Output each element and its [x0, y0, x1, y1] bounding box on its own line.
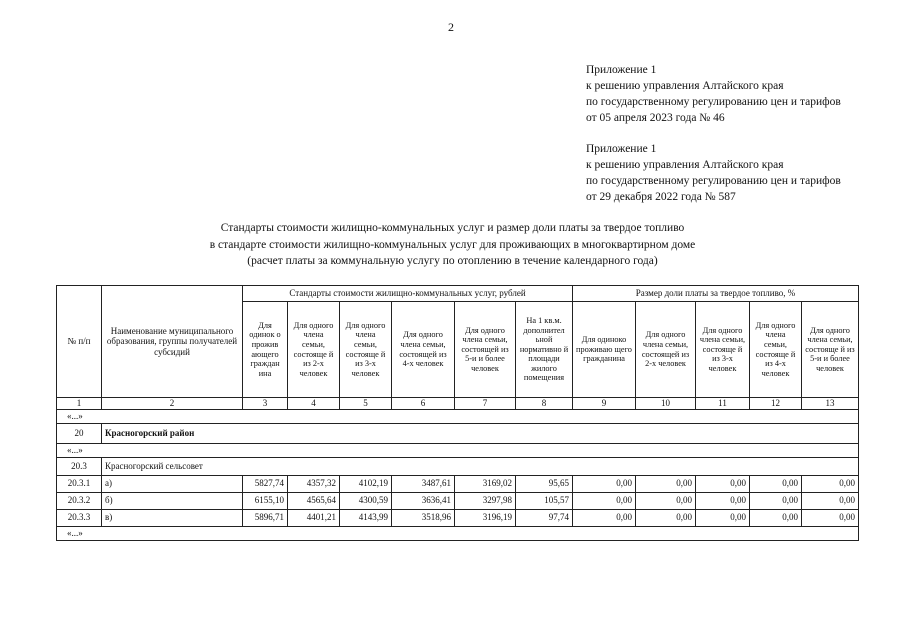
row-num: 20.3.2: [57, 492, 102, 509]
title-line: в стандарте стоимости жилищно-коммунальных услуг для проживающих в многоквартирном доме: [209, 238, 696, 251]
page-number: 2: [448, 20, 454, 34]
row-label: в): [102, 509, 243, 526]
document-title: [0, 220, 905, 270]
cell-value: 4102,19: [340, 475, 392, 492]
col-number: 9: [573, 398, 636, 410]
col-number: 5: [340, 398, 392, 410]
row-num: 20.3.3: [57, 509, 102, 526]
cell-value: 5896,71: [243, 509, 288, 526]
table-row: [57, 509, 859, 526]
row-label: б): [102, 492, 243, 509]
appendix-line: от 05 апреля 2023 года № 46: [586, 112, 725, 124]
cell-value: 105,57: [516, 492, 573, 509]
col-number: 10: [636, 398, 696, 410]
cell-value: 3297,98: [455, 492, 516, 509]
col-number: 7: [455, 398, 516, 410]
appendix-line: от 29 декабря 2022 года № 587: [586, 191, 736, 203]
header-col-11: Для одного члена семьи, состояще й из 3-х человек: [696, 302, 750, 398]
cell-value: 0,00: [636, 492, 696, 509]
header-col-5: Для одного члена семьи, состояще й из 3-х человек: [340, 302, 392, 398]
header-col-6: Для одного члена семьи, состоящей из 4-х человек: [392, 302, 455, 398]
header-col-12: Для одного члена семьи, состояще й из 4-х человек: [750, 302, 802, 398]
cell-value: 95,65: [516, 475, 573, 492]
council-num: 20.3: [57, 457, 102, 475]
cell-value: 4143,99: [340, 509, 392, 526]
cell-value: 0,00: [802, 492, 859, 509]
appendix-header-original: [586, 141, 841, 205]
cell-value: 0,00: [636, 509, 696, 526]
cell-value: 4565,64: [288, 492, 340, 509]
header-group-share: Размер доли платы за твердое топливо, %: [573, 286, 859, 302]
col-number: 2: [102, 398, 243, 410]
ellipsis-row: «...»: [57, 409, 859, 423]
col-number: 6: [392, 398, 455, 410]
cell-value: 6155,10: [243, 492, 288, 509]
col-number: 11: [696, 398, 750, 410]
col-number: 8: [516, 398, 573, 410]
cell-value: 0,00: [750, 509, 802, 526]
header-num: № п/п: [57, 286, 102, 398]
col-number: 4: [288, 398, 340, 410]
cell-value: 0,00: [573, 492, 636, 509]
appendix-header-current: [586, 62, 841, 126]
standards-table: [56, 285, 859, 541]
header-col-8: На 1 кв.м. дополнител ьной нормативно й площади жилого помещения: [516, 302, 573, 398]
table-row: [57, 475, 859, 492]
cell-value: 0,00: [636, 475, 696, 492]
header-group-standards: Стандарты стоимости жилищно-коммунальных услуг, рублей: [243, 286, 573, 302]
appendix-line: Приложение 1: [586, 64, 657, 76]
cell-value: 0,00: [802, 475, 859, 492]
header-name: Наименование муниципального образования, группы получателей субсидий: [102, 286, 243, 398]
cell-value: 0,00: [750, 475, 802, 492]
ellipsis-row: «...»: [57, 526, 859, 540]
col-number: 1: [57, 398, 102, 410]
row-num: 20.3.1: [57, 475, 102, 492]
cell-value: 0,00: [573, 475, 636, 492]
header-col-9: Для одиноко проживаю щего гражданина: [573, 302, 636, 398]
col-number: 13: [802, 398, 859, 410]
cell-value: 4357,32: [288, 475, 340, 492]
col-number: 3: [243, 398, 288, 410]
appendix-line: Приложение 1: [586, 143, 657, 155]
district-name: Красногорский район: [102, 423, 859, 443]
row-label: а): [102, 475, 243, 492]
appendix-line: по государственному регулированию цен и тарифов: [586, 175, 841, 187]
ellipsis-row: «...»: [57, 443, 859, 457]
cell-value: 3487,61: [392, 475, 455, 492]
cell-value: 3518,96: [392, 509, 455, 526]
cell-value: 4300,59: [340, 492, 392, 509]
cell-value: 0,00: [750, 492, 802, 509]
header-col-7: Для одного члена семьи, состоящей из 5-и и более человек: [455, 302, 516, 398]
cell-value: 5827,74: [243, 475, 288, 492]
cell-value: 0,00: [696, 475, 750, 492]
cell-value: 0,00: [573, 509, 636, 526]
header-col-10: Для одного члена семьи, состоящей из 2-х человек: [636, 302, 696, 398]
district-num: 20: [57, 423, 102, 443]
table-row: [57, 492, 859, 509]
cell-value: 0,00: [696, 509, 750, 526]
cell-value: 97,74: [516, 509, 573, 526]
appendix-line: к решению управления Алтайского края: [586, 80, 784, 92]
cell-value: 3169,02: [455, 475, 516, 492]
appendix-line: по государственному регулированию цен и тарифов: [586, 96, 841, 108]
header-col-4: Для одного члена семьи, состояще й из 2-х человек: [288, 302, 340, 398]
header-col-13: Для одного члена семьи, состояще й из 5-и и более человек: [802, 302, 859, 398]
col-number: 12: [750, 398, 802, 410]
cell-value: 4401,21: [288, 509, 340, 526]
cell-value: 0,00: [696, 492, 750, 509]
cell-value: 3636,41: [392, 492, 455, 509]
cell-value: 3196,19: [455, 509, 516, 526]
cell-value: 0,00: [802, 509, 859, 526]
title-line: (расчет платы за коммунальную услугу по отоплению в течение календарного года): [247, 255, 658, 267]
council-name: Красногорский сельсовет: [102, 457, 859, 475]
header-col-3: Для одинок о прожив ающего граждан ина: [243, 302, 288, 398]
title-line: Стандарты стоимости жилищно-коммунальных услуг и размер доли платы за твердое топливо: [220, 222, 685, 234]
appendix-line: к решению управления Алтайского края: [586, 159, 784, 171]
